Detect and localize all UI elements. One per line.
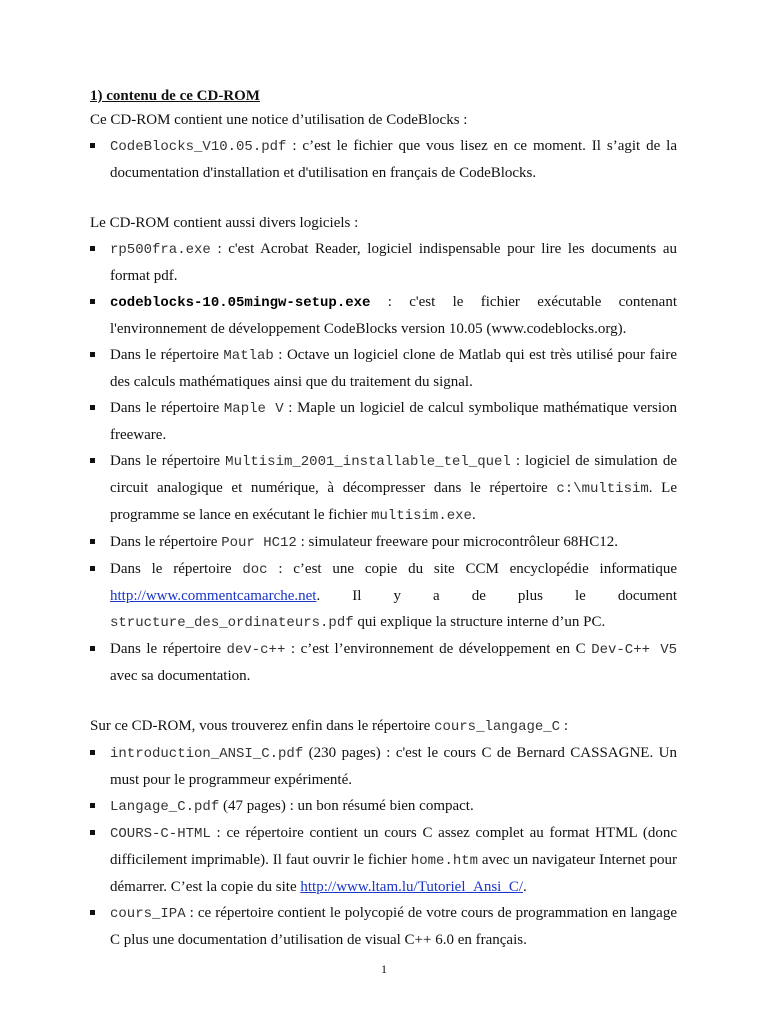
- path-multisim: c:\multisim: [556, 481, 649, 497]
- list-item-maple: Dans le répertoire Maple V : Maple un logiciel de calcul symbolique mathématique version freeware.: [90, 395, 677, 448]
- list-item-multisim: Dans le répertoire Multisim_2001_installable_tel_quel : logiciel de simulation de circuit analogique et numérique, à décompresser dans le répertoire c:\multisim. Le programme se lance en exécutant le fichier multisim.exe.: [90, 448, 677, 529]
- courses-intro: Sur ce CD-ROM, vous trouverez enfin dans le répertoire cours_langage_C :: [90, 718, 569, 735]
- dirname-doc: doc: [242, 562, 268, 578]
- list-item-cours-ipa: cours_IPA : ce répertoire contient le polycopié de votre cours de programmation en langage C plus une documentation d’utilisation de visual C++ 6.0 en français.: [90, 900, 677, 953]
- filename-codeblocks-setup: codeblocks-10.05mingw-setup.exe: [110, 295, 371, 311]
- list-item-hc12: Dans le répertoire Pour HC12 : simulateur freeware pour microcontrôleur 68HC12.: [90, 529, 677, 556]
- dirname-devcpp: dev-c++: [226, 642, 286, 658]
- link-ltam-tutoriel[interactable]: http://www.ltam.lu/Tutoriel_Ansi_C/: [300, 879, 524, 895]
- section-title: 1) contenu de ce CD-ROM: [90, 88, 260, 104]
- list-item-langage-c: Langage_C.pdf (47 pages) : un bon résumé bien compact.: [90, 793, 677, 820]
- list-item-doc: Dans le répertoire doc : c’est une copie du site CCM encyclopédie informatique http://www.commentcamarche.net. Il y a de plus le document structure_des_ordinateurs.pdf qui explique la structure interne d’un PC.: [90, 556, 677, 636]
- list-item-codeblocks-setup: codeblocks-10.05mingw-setup.exe : c'est le fichier exécutable contenant l'environnement de développement CodeBlocks version 10.05 (www.codeblocks.org).: [90, 289, 677, 342]
- list-item-rp500fra: rp500fra.exe : c'est Acrobat Reader, logiciel indispensable pour lire les documents au format pdf.: [90, 236, 677, 289]
- filename-codeblocks-pdf: CodeBlocks_V10.05.pdf: [110, 139, 287, 155]
- software-list: [90, 236, 677, 689]
- document-body: [90, 84, 677, 953]
- doc-list: [90, 133, 677, 186]
- dirname-cours-langage-c: cours_langage_C: [434, 719, 561, 735]
- link-commentcamarche[interactable]: http://www.commentcamarche.net: [110, 588, 317, 604]
- software-intro: Le CD-ROM contient aussi divers logiciels :: [90, 215, 359, 231]
- dirname-multisim: Multisim_2001_installable_tel_quel: [225, 454, 511, 470]
- list-item-devcpp: Dans le répertoire dev-c++ : c’est l’environnement de développement en C Dev-C++ V5 avec sa documentation.: [90, 636, 677, 689]
- dirname-matlab: Matlab: [223, 348, 274, 364]
- list-item-cours-c-html: COURS-C-HTML : ce répertoire contient un cours C assez complet au format HTML (donc difficilement imprimable). Il faut ouvrir le fichier home.htm avec un navigateur Internet pour démarrer. C’est la copie du site http://www.ltam.lu/Tutoriel_Ansi_C/.: [90, 820, 677, 900]
- filename-introduction-ansi-c: introduction_ANSI_C.pdf: [110, 746, 304, 762]
- product-devcpp-v5: Dev-C++ V5: [591, 642, 677, 658]
- filename-structure-ordinateurs: structure_des_ordinateurs.pdf: [110, 615, 354, 631]
- filename-langage-c: Langage_C.pdf: [110, 799, 220, 815]
- list-item-codeblocks-pdf: CodeBlocks_V10.05.pdf : c’est le fichier que vous lisez en ce moment. Il s’agit de la documentation d'installation et d'utilisation en français de CodeBlocks.: [90, 133, 677, 186]
- dirname-hc12: Pour HC12: [221, 535, 297, 551]
- courses-list: [90, 740, 677, 953]
- dirname-maple: Maple V: [223, 401, 284, 417]
- list-item-ansi-c: introduction_ANSI_C.pdf (230 pages) : c'est le cours C de Bernard CASSAGNE. Un must pour le programmeur expérimenté.: [90, 740, 677, 793]
- filename-home-htm: home.htm: [410, 853, 479, 869]
- filename-rp500fra: rp500fra.exe: [110, 242, 211, 258]
- list-item-matlab: Dans le répertoire Matlab : Octave un logiciel clone de Matlab qui est très utilisé pour faire des calculs mathématiques ainsi que du traitement du signal.: [90, 342, 677, 395]
- page-number: 1: [381, 962, 387, 976]
- filename-multisim-exe: multisim.exe: [371, 508, 472, 524]
- intro-text: Ce CD-ROM contient une notice d’utilisation de CodeBlocks :: [90, 112, 468, 128]
- dirname-cours-ipa: cours_IPA: [110, 906, 186, 922]
- dirname-cours-c-html: COURS-C-HTML: [110, 826, 211, 842]
